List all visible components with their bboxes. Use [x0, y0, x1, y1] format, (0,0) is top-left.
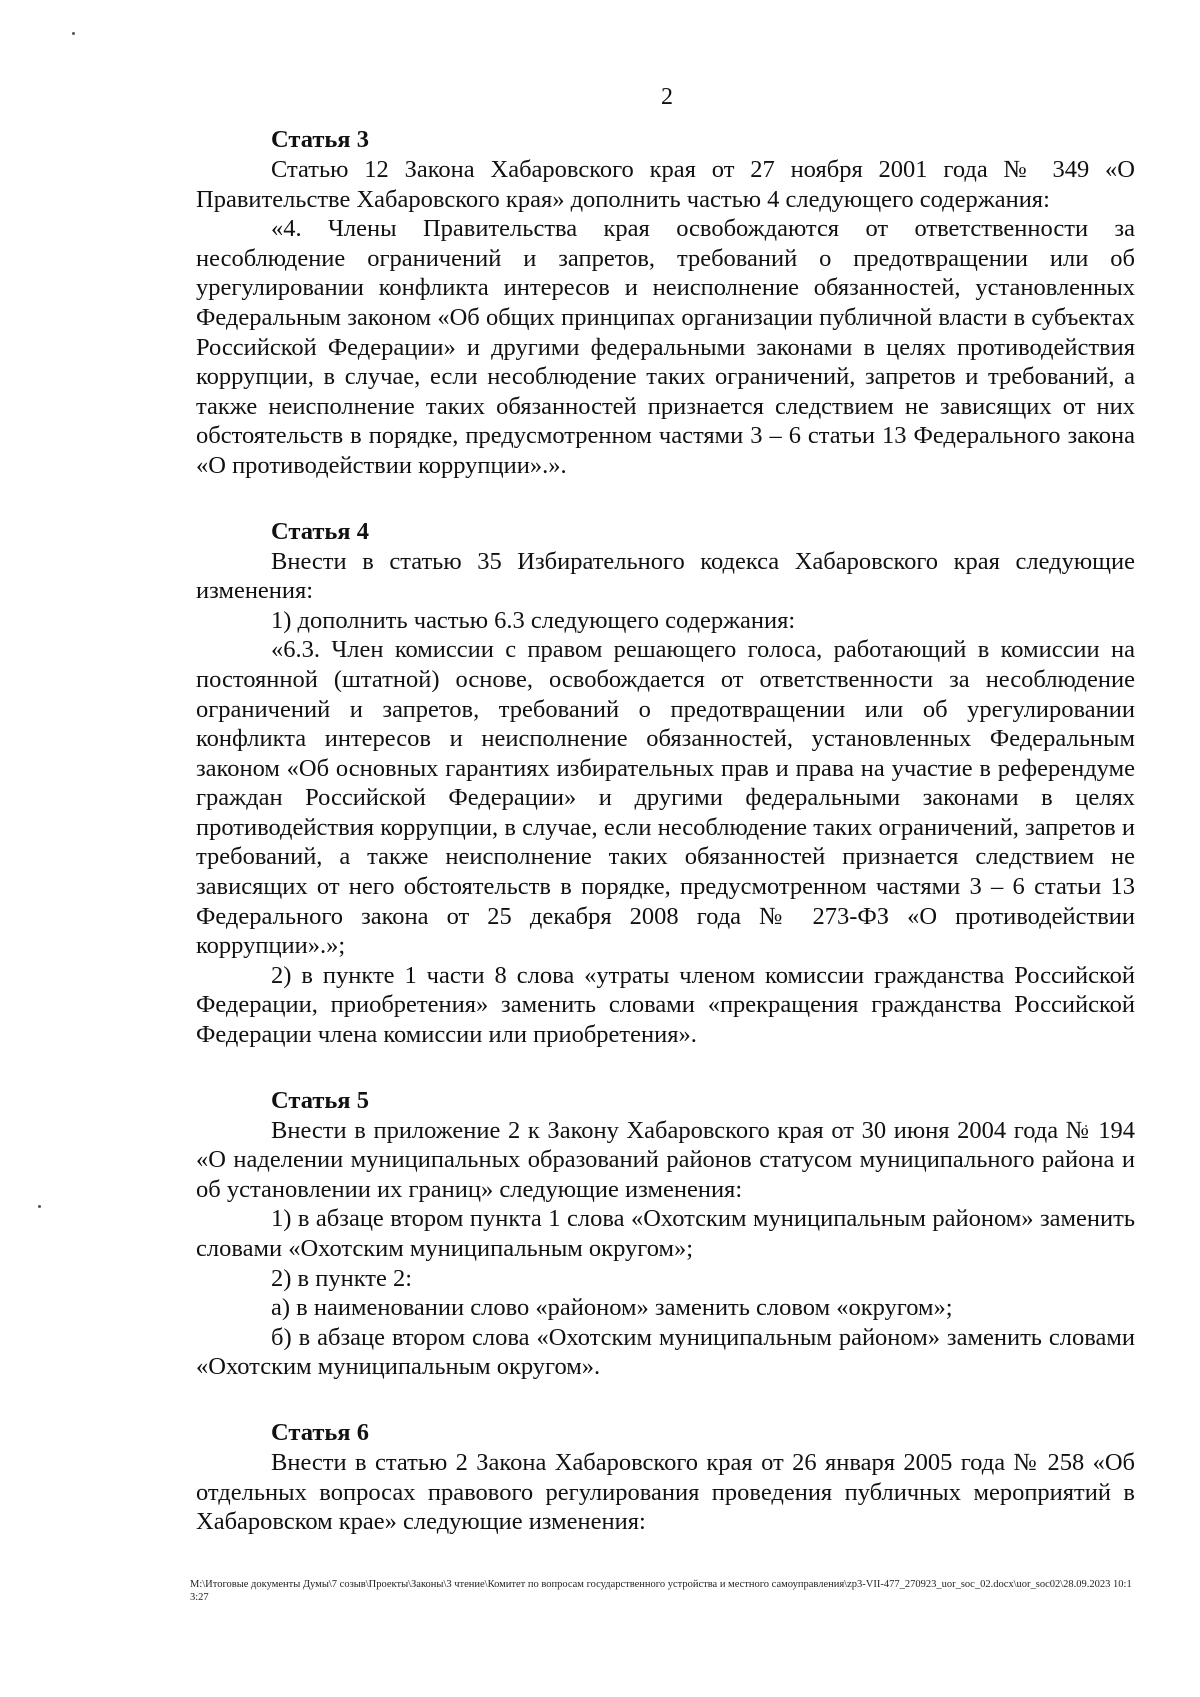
article-paragraph: 2) в пункте 1 части 8 слова «утраты членом комиссии гражданства Российской Федерации, приобретения» заменить словами «прекращения гражданства Российской Федерации члена комиссии или приобретения». [196, 961, 1135, 1049]
scan-speck [38, 1205, 41, 1208]
article-6 [196, 1418, 1135, 1537]
article-3 [196, 125, 1135, 481]
article-paragraph: 1) в абзаце втором пункта 1 слова «Охотским муниципальным районом» заменить словами «Охотским муниципальным округом»; [196, 1205, 1135, 1262]
document-body [196, 125, 1135, 1537]
file-path-footer: M:\Итоговые документы Думы\7 созыв\Проекты\Законы\3 чтение\Комитет по вопросам государственного устройства и местного самоуправления\zp3-VII-477_270923_uor_soc_02.docx\uor_soc02\28.09.2023 10:13:27 [190, 1579, 1132, 1603]
article-paragraph: б) в абзаце втором слова «Охотским муниципальным районом» заменить словами «Охотским муниципальным округом». [196, 1323, 1135, 1381]
article-paragraph: Внести в статью 35 Избирательного кодекса Хабаровского края следующие изменения: [196, 547, 1135, 605]
scan-speck [72, 32, 75, 35]
article-paragraph: «6.3. Член комиссии с правом решающего голоса, работающий в комиссии на постоянной (штатной) основе, освобождается от ответственности за несоблюдение ограничений и запретов, требований о предотвращении или об урегулировании конфликта интересов и неисполнение обязанностей, установленных Федеральным законом «Об основных гарантиях избирательных прав и права на участие в референдуме граждан Российской Федерации» и другими федеральными законами в целях противодействия коррупции, в случае, если несоблюдение таких ограничений, запретов и требований, а также неисполнение таких обязанностей признается следствием не зависящих от него обстоятельств в порядке, предусмотренном частями 3 – 6 статьи 13 Федерального закона от 25 декабря 2008 года № 273-ФЗ «О противодействии коррупции».»; [196, 636, 1135, 960]
article-heading: Статья 4 [271, 517, 369, 545]
article-heading: Статья 3 [271, 126, 369, 153]
article-paragraph: «4. Члены Правительства края освобождаются от ответственности за несоблюдение ограничений и запретов, требований о предотвращении или об урегулировании конфликта интересов и неисполнение обязанностей, установленных Федеральным законом «Об общих принципах организации публичной власти в субъектах Российской Федерации» и другими федеральными законами в целях противодействия коррупции, в случае, если несоблюдение таких ограничений, запретов и требований, а также неисполнение таких обязанностей признается следствием не зависящих от них обстоятельств в порядке, предусмотренном частями 3 – 6 статьи 13 Федерального закона «О противодействии коррупции».». [196, 215, 1135, 479]
article-paragraph: 1) дополнить частью 6.3 следующего содержания: [271, 606, 796, 634]
article-5 [196, 1086, 1135, 1382]
article-heading: Статья 6 [271, 1418, 369, 1446]
article-paragraph: 2) в пункте 2: [271, 1264, 413, 1292]
article-paragraph: а) в наименовании слово «районом» заменить словом «округом»; [271, 1294, 953, 1322]
page-number: 2 [661, 84, 673, 110]
article-paragraph: Статью 12 Закона Хабаровского края от 27 ноября 2001 года № 349 «О Правительстве Хабаровского края» дополнить частью 4 следующего содержания: [196, 156, 1135, 213]
article-paragraph: Внести в приложение 2 к Закону Хабаровского края от 30 июня 2004 года № 194 «О наделении муниципальных образований районов статусом муниципального района и об установлении их границ» следующие изменения: [196, 1116, 1135, 1203]
article-heading: Статья 5 [271, 1086, 369, 1114]
article-paragraph: Внести в статью 2 Закона Хабаровского края от 26 января 2005 года № 258 «Об отдельных вопросах правового регулирования проведения публичных мероприятий в Хабаровском крае» следующие изменения: [196, 1448, 1135, 1536]
article-4 [196, 517, 1135, 1050]
